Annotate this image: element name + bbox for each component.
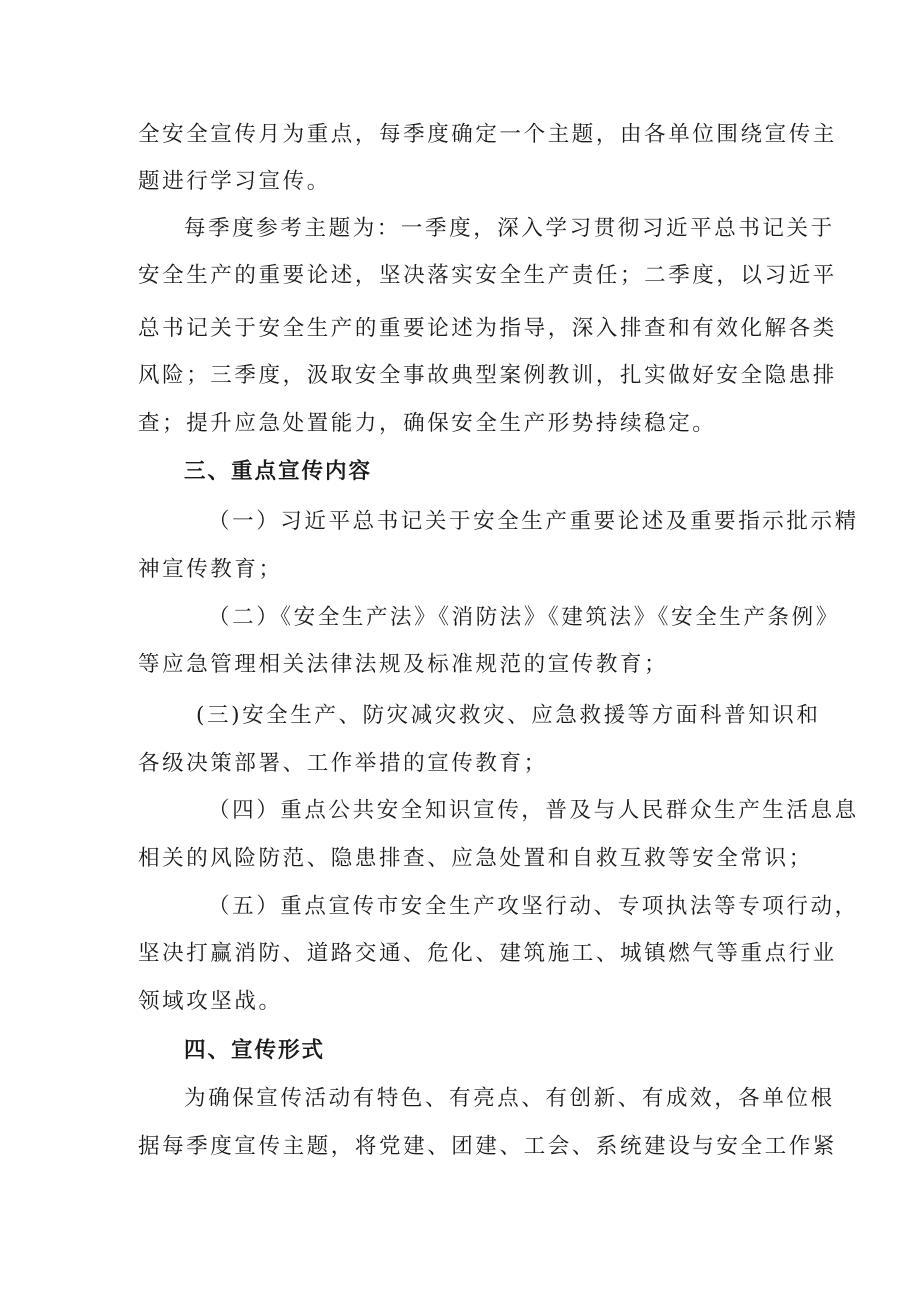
paragraph-line: 每季度参考主题为：一季度，深入学习贯彻习近平总书记关于 — [184, 216, 835, 241]
paragraph-line: 总书记关于安全生产的重要论述为指导，深入排查和有效化解各类 — [138, 316, 837, 341]
list-item-line: 神宣传教育； — [138, 557, 283, 582]
list-item-line: 等应急管理相关法律法规及标准规范的宣传教育； — [138, 652, 669, 677]
list-item-line: 坚决打赢消防、道路交通、危化、建筑施工、城镇燃气等重点行业 — [138, 941, 837, 966]
paragraph-line: 查；提升应急处置能力，确保安全生产形势持续稳定。 — [138, 411, 717, 436]
paragraph-line: 据每季度宣传主题，将党建、团建、工会、系统建设与安全工作紧 — [138, 1134, 837, 1159]
paragraph-line: 题进行学习宣传。 — [138, 169, 331, 194]
list-item-line: （四）重点公共安全知识宣传，普及与人民群众生产生活息息 — [208, 798, 859, 823]
list-item-line: 相关的风险防范、隐患排查、应急处置和自救互救等安全常识； — [138, 846, 813, 871]
list-item-line: （一）习近平总书记关于安全生产重要论述及重要指示批示精 — [208, 509, 859, 534]
paragraph-line: 安全生产的重要论述，坚决落实安全生产责任；二季度，以习近平 — [138, 263, 837, 288]
section-heading: 三、重点宣传内容 — [184, 459, 373, 484]
paragraph-line: 全安全宣传月为重点，每季度确定一个主题，由各单位围绕宣传主 — [138, 122, 837, 147]
list-item-line: (三)安全生产、防灾减灾救灾、应急救援等方面科普知识和 — [196, 703, 821, 728]
list-item-line: （二）《安全生产法》《消防法》《建筑法》《安全生产条例》 — [208, 605, 840, 630]
list-item-line: 领域攻坚战。 — [138, 989, 283, 1014]
section-heading: 四、宣传形式 — [184, 1038, 326, 1063]
list-item-line: （五）重点宣传市安全生产攻坚行动、专项执法等专项行动， — [208, 894, 859, 919]
paragraph-line: 为确保宣传活动有特色、有亮点、有创新、有成效，各单位根 — [184, 1086, 835, 1111]
list-item-line: 各级决策部署、工作举措的宣传教育； — [138, 751, 548, 776]
paragraph-line: 风险；三季度，汲取安全事故典型案例教训，扎实做好安全隐患排 — [138, 363, 837, 388]
